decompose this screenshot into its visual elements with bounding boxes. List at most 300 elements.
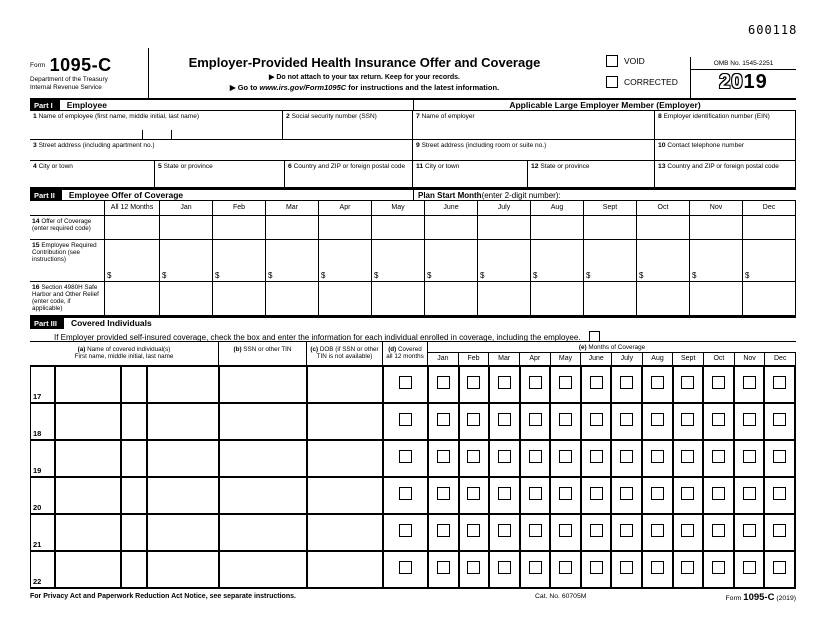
coverage-checkbox-mar[interactable] <box>498 561 511 574</box>
coverage-checkbox-oct[interactable] <box>712 487 725 500</box>
coverage-checkbox-feb[interactable] <box>467 524 480 537</box>
coverage-month-cell-june <box>582 441 613 476</box>
dollar-sign: $ <box>586 271 591 280</box>
col-e-header <box>428 342 796 365</box>
part3-tag: Part III <box>30 318 64 329</box>
all-12-months-checkbox[interactable] <box>399 487 412 500</box>
field-ein[interactable] <box>655 111 796 140</box>
coverage-checkbox-feb[interactable] <box>467 376 480 389</box>
covered-dob-cell[interactable] <box>308 404 384 439</box>
coverage-checkbox-jan[interactable] <box>437 376 450 389</box>
coverage-checkbox-nov[interactable] <box>743 376 756 389</box>
row-number-label: 17 <box>33 392 42 401</box>
coverage-checkbox-sept[interactable] <box>681 450 694 463</box>
irs-label: Internal Revenue Service <box>30 83 102 91</box>
coverage-checkbox-may[interactable] <box>559 376 572 389</box>
coverage-month-cell-jan <box>429 367 460 402</box>
coverage-month-cell-nov <box>735 478 766 513</box>
coverage-month-cell-dec <box>765 552 796 587</box>
coverage-month-cell-aug <box>643 441 674 476</box>
coverage-checkbox-jan[interactable] <box>437 561 450 574</box>
omb-year-block <box>690 57 796 98</box>
coverage-checkbox-dec[interactable] <box>773 450 786 463</box>
covered-dob-cell[interactable] <box>308 367 384 402</box>
line15-entry-cell[interactable] <box>637 240 690 282</box>
part2-table <box>30 201 796 316</box>
covered-ssn-cell[interactable] <box>220 441 308 476</box>
line14-entry-cell[interactable] <box>743 216 796 240</box>
coverage-checkbox-apr[interactable] <box>529 450 542 463</box>
all-12-months-checkbox[interactable] <box>399 524 412 537</box>
part2-col-nov: Nov <box>690 201 743 216</box>
col-label: Name of covered individual(s) <box>85 346 171 353</box>
row-number-cell <box>31 552 56 587</box>
col-letter: (d) <box>388 346 397 353</box>
field-employee-city[interactable] <box>30 161 155 188</box>
line16-entry-cell[interactable] <box>478 282 531 316</box>
coverage-checkbox-apr[interactable] <box>529 487 542 500</box>
form-1095c <box>30 48 796 606</box>
coverage-month-cell-may <box>551 552 582 587</box>
corrected-label: CORRECTED <box>624 77 678 87</box>
line15-entry-cell[interactable] <box>743 240 796 282</box>
field-number: 12 <box>531 162 539 170</box>
line16-entry-cell[interactable] <box>372 282 425 316</box>
line16-entry-cell[interactable] <box>637 282 690 316</box>
covered-ssn-cell[interactable] <box>220 478 308 513</box>
field-employee-country-zip[interactable] <box>285 161 413 188</box>
coverage-month-cell-apr <box>521 552 552 587</box>
coverage-checkbox-dec[interactable] <box>773 487 786 500</box>
covered-last-name-cell[interactable] <box>148 367 220 402</box>
coverage-checkbox-oct[interactable] <box>712 524 725 537</box>
line15-entry-cell[interactable] <box>478 240 531 282</box>
footer-form-word: Form <box>725 595 742 602</box>
coverage-checkbox-nov[interactable] <box>743 561 756 574</box>
form-number: 1095-C <box>49 55 112 75</box>
col-letter: (e) <box>578 344 587 351</box>
coverage-checkbox-june[interactable] <box>590 376 603 389</box>
line16-entry-cell[interactable] <box>690 282 743 316</box>
coverage-checkbox-oct[interactable] <box>712 561 725 574</box>
self-insured-checkbox[interactable] <box>589 331 600 342</box>
coverage-months-cells <box>429 404 796 439</box>
line16-entry-cell[interactable] <box>213 282 266 316</box>
coverage-checkbox-aug[interactable] <box>651 450 664 463</box>
covered-first-name-cell[interactable] <box>56 441 122 476</box>
corrected-checkbox[interactable] <box>606 76 618 88</box>
coverage-month-cell-aug <box>643 404 674 439</box>
coverage-checkbox-june[interactable] <box>590 487 603 500</box>
covered-ssn-cell[interactable] <box>220 515 308 550</box>
line16-entry-cell[interactable] <box>425 282 478 316</box>
line15-entry-cell[interactable] <box>690 240 743 282</box>
coverage-checkbox-dec[interactable] <box>773 413 786 426</box>
line15-entry-cell[interactable] <box>372 240 425 282</box>
coverage-checkbox-feb[interactable] <box>467 413 480 426</box>
coverage-checkbox-apr[interactable] <box>529 413 542 426</box>
coverage-month-cell-nov <box>735 552 766 587</box>
coverage-checkbox-june[interactable] <box>590 524 603 537</box>
line16-entry-cell[interactable] <box>531 282 584 316</box>
line14-entry-cell[interactable] <box>319 216 372 240</box>
covered-last-name-cell[interactable] <box>148 515 220 550</box>
part2-col-oct: Oct <box>637 201 690 216</box>
coverage-checkbox-july[interactable] <box>620 487 633 500</box>
covered-first-name-cell[interactable] <box>56 404 122 439</box>
coverage-months-cells <box>429 515 796 550</box>
part2-bar <box>30 188 796 201</box>
row-number-label: 18 <box>33 429 42 438</box>
coverage-checkbox-jan[interactable] <box>437 413 450 426</box>
part2-col-dec: Dec <box>743 201 796 216</box>
field-employer-city[interactable] <box>413 161 528 188</box>
covered-all-12-months-cell <box>384 478 429 513</box>
covered-first-name-cell[interactable] <box>56 552 122 587</box>
part2-header-spacer <box>30 201 105 216</box>
line15-entry-cell[interactable] <box>105 240 160 282</box>
coverage-checkbox-aug[interactable] <box>651 524 664 537</box>
line15-entry-cell[interactable] <box>425 240 478 282</box>
form-identity-block <box>30 48 148 98</box>
covered-individual-row-19 <box>30 441 796 478</box>
line-label: Offer of Coverage (enter required code) <box>32 217 92 232</box>
field-number: 3 <box>33 141 37 149</box>
coverage-checkbox-dec[interactable] <box>773 376 786 389</box>
coverage-month-cell-sept <box>674 478 705 513</box>
coverage-month-cell-dec <box>765 478 796 513</box>
coverage-checkbox-mar[interactable] <box>498 376 511 389</box>
covered-all-12-months-cell <box>384 404 429 439</box>
coverage-checkbox-nov[interactable] <box>743 524 756 537</box>
coverage-checkbox-jan[interactable] <box>437 450 450 463</box>
row-number-cell <box>31 478 56 513</box>
part2-col-jan: Jan <box>160 201 213 216</box>
coverage-month-cell-nov <box>735 441 766 476</box>
coverage-checkbox-june[interactable] <box>590 450 603 463</box>
coverage-checkbox-apr[interactable] <box>529 524 542 537</box>
coverage-checkbox-may[interactable] <box>559 413 572 426</box>
coverage-month-cell-dec <box>765 441 796 476</box>
line15-entry-cell[interactable] <box>160 240 213 282</box>
part3-instruction-text: If Employer provided self-insured coverage, check the box and enter the information for each individual enrolled in coverage, including the employee. <box>54 333 581 342</box>
coverage-months-cells <box>429 367 796 402</box>
coverage-checkbox-sept[interactable] <box>681 487 694 500</box>
coverage-month-cell-nov <box>735 367 766 402</box>
line15-entry-cell[interactable] <box>531 240 584 282</box>
field-employer-street[interactable] <box>413 140 655 161</box>
field-number: 1 <box>33 112 37 120</box>
coverage-month-cell-feb <box>460 515 491 550</box>
covered-middle-initial-cell[interactable] <box>122 441 148 476</box>
month-col-sept: Sept <box>673 353 704 365</box>
line16-entry-cell[interactable] <box>266 282 319 316</box>
field-employee-state[interactable] <box>155 161 285 188</box>
coverage-checkbox-jan[interactable] <box>437 487 450 500</box>
line14-entry-cell[interactable] <box>425 216 478 240</box>
coverage-month-cell-apr <box>521 404 552 439</box>
covered-dob-cell[interactable] <box>308 515 384 550</box>
coverage-checkbox-apr[interactable] <box>529 376 542 389</box>
month-col-may: May <box>551 353 582 365</box>
coverage-checkbox-sept[interactable] <box>681 561 694 574</box>
line-number: 15 <box>32 241 40 249</box>
coverage-checkbox-may[interactable] <box>559 450 572 463</box>
employee-fields <box>30 111 413 188</box>
covered-individual-row-18 <box>30 404 796 441</box>
coverage-checkbox-mar[interactable] <box>498 413 511 426</box>
covered-middle-initial-cell[interactable] <box>122 478 148 513</box>
omb-number: OMB No. 1545-2251 <box>691 57 796 70</box>
coverage-checkbox-may[interactable] <box>559 561 572 574</box>
field-number: 4 <box>33 162 37 170</box>
dollar-sign: $ <box>745 271 750 280</box>
line16-entry-cell[interactable] <box>584 282 637 316</box>
coverage-months-cells <box>429 441 796 476</box>
covered-ssn-cell[interactable] <box>220 404 308 439</box>
part2-col-feb: Feb <box>213 201 266 216</box>
coverage-month-cell-oct <box>704 552 735 587</box>
part2-col-may: May <box>372 201 425 216</box>
coverage-month-cell-sept <box>674 367 705 402</box>
field-ssn[interactable] <box>283 111 413 140</box>
coverage-month-cell-dec <box>765 404 796 439</box>
covered-middle-initial-cell[interactable] <box>122 367 148 402</box>
coverage-month-cell-feb <box>460 552 491 587</box>
field-number: 6 <box>288 162 292 170</box>
col-letter: (a) <box>77 346 86 353</box>
coverage-checkbox-july[interactable] <box>620 376 633 389</box>
coverage-month-cell-july <box>612 404 643 439</box>
dollar-sign: $ <box>215 271 220 280</box>
coverage-checkbox-jan[interactable] <box>437 524 450 537</box>
dollar-sign: $ <box>162 271 167 280</box>
void-checkbox[interactable] <box>606 55 618 67</box>
coverage-checkbox-aug[interactable] <box>651 561 664 574</box>
field-number: 9 <box>416 141 420 149</box>
dollar-sign: $ <box>268 271 273 280</box>
coverage-checkbox-may[interactable] <box>559 524 572 537</box>
coverage-month-cell-may <box>551 441 582 476</box>
coverage-checkbox-sept[interactable] <box>681 376 694 389</box>
field-label: Social security number (SSN) <box>291 112 377 120</box>
col-a-header <box>30 342 219 365</box>
dollar-sign: $ <box>374 271 379 280</box>
coverage-month-cell-mar <box>490 515 521 550</box>
line15-entry-cell[interactable] <box>213 240 266 282</box>
row-number-label: 21 <box>33 540 42 549</box>
col-letter: (c) <box>310 346 319 353</box>
line14-entry-cell[interactable] <box>637 216 690 240</box>
coverage-checkbox-mar[interactable] <box>498 487 511 500</box>
covered-middle-initial-cell[interactable] <box>122 515 148 550</box>
line14-entry-cell[interactable] <box>160 216 213 240</box>
coverage-checkbox-july[interactable] <box>620 413 633 426</box>
coverage-checkbox-feb[interactable] <box>467 487 480 500</box>
coverage-month-cell-sept <box>674 441 705 476</box>
line14-entry-cell[interactable] <box>105 216 160 240</box>
coverage-month-cell-apr <box>521 441 552 476</box>
coverage-checkbox-oct[interactable] <box>712 376 725 389</box>
coverage-month-cell-sept <box>674 552 705 587</box>
coverage-month-cell-apr <box>521 478 552 513</box>
year-bold-digits: 19 <box>743 71 768 93</box>
coverage-checkbox-feb[interactable] <box>467 561 480 574</box>
field-number: 2 <box>286 112 290 120</box>
coverage-month-cell-aug <box>643 552 674 587</box>
field-label: City or town <box>425 162 460 170</box>
part2-col-mar: Mar <box>266 201 319 216</box>
line15-row <box>30 240 796 282</box>
coverage-checkbox-mar[interactable] <box>498 450 511 463</box>
month-header-row <box>428 353 796 365</box>
coverage-checkbox-sept[interactable] <box>681 413 694 426</box>
field-label: Employer identification number (EIN) <box>663 112 770 120</box>
covered-middle-initial-cell[interactable] <box>122 404 148 439</box>
void-row <box>606 55 690 67</box>
coverage-checkbox-july[interactable] <box>620 524 633 537</box>
coverage-month-cell-june <box>582 404 613 439</box>
year-outline-digits: 20 <box>719 71 744 93</box>
coverage-month-cell-aug <box>643 367 674 402</box>
field-employer-name[interactable] <box>413 111 655 140</box>
covered-last-name-cell[interactable] <box>148 441 220 476</box>
covered-first-name-cell[interactable] <box>56 478 122 513</box>
part2-header-row <box>30 201 796 216</box>
covered-ssn-cell[interactable] <box>220 367 308 402</box>
coverage-month-cell-may <box>551 367 582 402</box>
field-label: State or province <box>540 162 590 170</box>
dollar-sign: $ <box>321 271 326 280</box>
line14-entry-cell[interactable] <box>584 216 637 240</box>
covered-dob-cell[interactable] <box>308 441 384 476</box>
coverage-checkbox-nov[interactable] <box>743 413 756 426</box>
all-12-months-checkbox[interactable] <box>399 561 412 574</box>
coverage-checkbox-aug[interactable] <box>651 487 664 500</box>
coverage-checkbox-mar[interactable] <box>498 524 511 537</box>
all-12-months-checkbox[interactable] <box>399 450 412 463</box>
form-header <box>30 48 796 98</box>
part2-heading <box>30 190 413 200</box>
covered-first-name-cell[interactable] <box>56 367 122 402</box>
void-corrected-block <box>580 48 690 98</box>
part1-grid <box>30 111 796 188</box>
row-number-cell <box>31 515 56 550</box>
covered-middle-initial-cell[interactable] <box>122 552 148 587</box>
line16-entry-cell[interactable] <box>319 282 372 316</box>
void-label: VOID <box>624 56 645 66</box>
coverage-months-cells <box>429 552 796 587</box>
coverage-checkbox-nov[interactable] <box>743 487 756 500</box>
all-12-months-checkbox[interactable] <box>399 413 412 426</box>
field-employee-street[interactable] <box>30 140 413 161</box>
line15-label <box>30 240 105 282</box>
part2-col-aug: Aug <box>531 201 584 216</box>
dollar-sign: $ <box>639 271 644 280</box>
coverage-month-cell-may <box>551 404 582 439</box>
coverage-checkbox-july[interactable] <box>620 561 633 574</box>
line14-entry-cell[interactable] <box>531 216 584 240</box>
month-col-feb: Feb <box>459 353 490 365</box>
line14-entry-cell[interactable] <box>690 216 743 240</box>
covered-last-name-cell[interactable] <box>148 552 220 587</box>
coverage-month-cell-nov <box>735 515 766 550</box>
covered-ssn-cell[interactable] <box>220 552 308 587</box>
coverage-checkbox-july[interactable] <box>620 450 633 463</box>
coverage-checkbox-june[interactable] <box>590 561 603 574</box>
coverage-month-cell-nov <box>735 404 766 439</box>
covered-dob-cell[interactable] <box>308 478 384 513</box>
employer-section-title: Applicable Large Employer Member (Employer) <box>509 100 701 110</box>
covered-dob-cell[interactable] <box>308 552 384 587</box>
coverage-checkbox-aug[interactable] <box>651 376 664 389</box>
col-label: SSN or other TIN <box>241 346 292 353</box>
coverage-checkbox-aug[interactable] <box>651 413 664 426</box>
line14-entry-cell[interactable] <box>372 216 425 240</box>
field-label: Contact telephone number <box>667 141 744 149</box>
coverage-checkbox-apr[interactable] <box>529 561 542 574</box>
coverage-checkbox-oct[interactable] <box>712 413 725 426</box>
coverage-checkbox-may[interactable] <box>559 487 572 500</box>
coverage-month-cell-feb <box>460 367 491 402</box>
coverage-checkbox-dec[interactable] <box>773 561 786 574</box>
line16-entry-cell[interactable] <box>105 282 160 316</box>
line15-entry-cell[interactable] <box>266 240 319 282</box>
field-number: 8 <box>658 112 662 120</box>
months-of-coverage-header <box>428 342 796 353</box>
do-not-attach-note: ▶ Do not attach to your tax return. Keep for your records. <box>269 74 460 81</box>
line14-entry-cell[interactable] <box>213 216 266 240</box>
line16-entry-cell[interactable] <box>743 282 796 316</box>
coverage-month-cell-oct <box>704 441 735 476</box>
line-number: 14 <box>32 217 40 225</box>
coverage-month-cell-july <box>612 441 643 476</box>
coverage-checkbox-oct[interactable] <box>712 450 725 463</box>
line14-entry-cell[interactable] <box>266 216 319 240</box>
line14-entry-cell[interactable] <box>478 216 531 240</box>
field-employer-country-zip[interactable] <box>655 161 796 188</box>
coverage-checkbox-feb[interactable] <box>467 450 480 463</box>
row-number-cell <box>31 441 56 476</box>
covered-first-name-cell[interactable] <box>56 515 122 550</box>
covered-last-name-cell[interactable] <box>148 478 220 513</box>
covered-last-name-cell[interactable] <box>148 404 220 439</box>
line16-entry-cell[interactable] <box>160 282 213 316</box>
form-title: Employer-Provided Health Insurance Offer and Coverage <box>188 55 541 70</box>
plan-start-month-hint: (enter 2-digit number): <box>481 190 561 200</box>
dollar-sign: $ <box>480 271 485 280</box>
coverage-checkbox-june[interactable] <box>590 413 603 426</box>
covered-all-12-months-cell <box>384 552 429 587</box>
part2-col-all-12-months: All 12 Months <box>105 201 160 216</box>
field-employer-state[interactable] <box>528 161 655 188</box>
row-number-label: 19 <box>33 466 42 475</box>
row-number-cell <box>31 404 56 439</box>
coverage-checkbox-sept[interactable] <box>681 524 694 537</box>
field-employee-name[interactable] <box>30 111 283 140</box>
coverage-checkbox-nov[interactable] <box>743 450 756 463</box>
plan-start-month-field[interactable] <box>413 190 796 200</box>
coverage-month-cell-sept <box>674 515 705 550</box>
line15-entry-cell[interactable] <box>319 240 372 282</box>
name-divider-tick <box>142 130 143 139</box>
coverage-checkbox-dec[interactable] <box>773 524 786 537</box>
field-contact-phone[interactable] <box>655 140 796 161</box>
month-col-apr: Apr <box>520 353 551 365</box>
all-12-months-checkbox[interactable] <box>399 376 412 389</box>
line15-entry-cell[interactable] <box>584 240 637 282</box>
doc-control-code: 600118 <box>748 23 798 37</box>
